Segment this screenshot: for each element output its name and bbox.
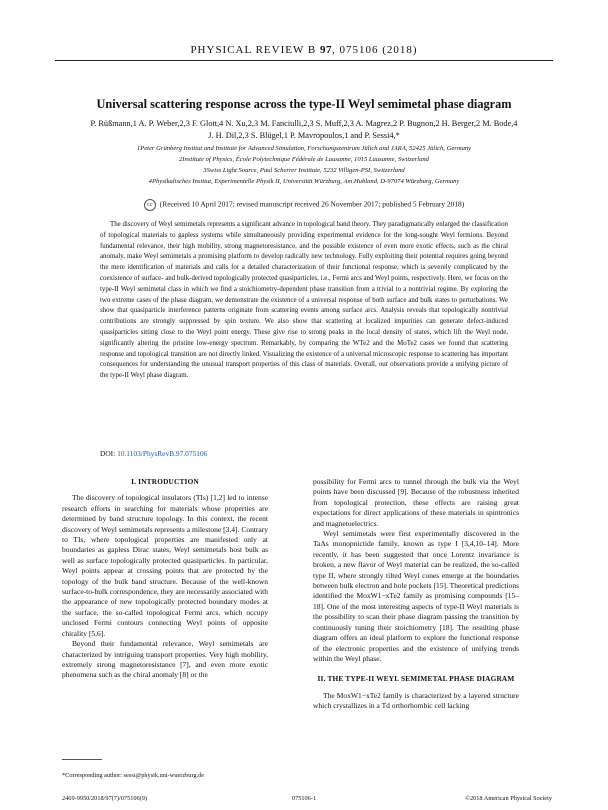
section-heading-introduction: I. INTRODUCTION [131,477,199,486]
authors-line-2: J. H. Dil,2,3 S. Blügel,1 P. Mavropoulos,1 and P. Sessi4,* [208,131,400,140]
footnote-rule [62,759,102,760]
received-text: (Received 10 April 2017; revised manuscript received 26 November 2017; published 5 February 2018) [159,199,465,209]
volume: 97 [319,44,332,56]
affiliation-3: 3Swiss Light Source, Paul Scherrer Institute, 5232 Villigen-PSI, Switzerland [203,167,405,174]
intro-paragraph-1: The discovery of topological insulators (TIs) [1,2] led to intense research efforts in searching for materials whose properties are determined by band structure topology. In this context, the recent discovery of Weyl semimetals represents a milestone [3,4]. Contrary to TIs, where topological properties are manifested only at boundaries as gapless Dirac states, Weyl semimetals host bulk as well as surface topologically protected quasiparticles. In particular, Weyl points appear at crossing points that are protected by the topology of the bulk band structure. Because of the well-known surface-to-bulk correspondence, they are necessarily associated with the appearance of new topologically protected boundary modes at the surface, the so-called topological Fermi arcs, which occupy unclosed Fermi contours connecting Weyl points of opposite chirality [5,6]. [62,493,268,638]
paper-title: Universal scattering response across the type-II Weyl semimetal phase diagram [96,97,512,111]
intro-paragraph-2: Beyond their fundamental relevance, Weyl semimetals are characterized by intriguing transport properties. Very high mobility, extremely strong magnetoresistance [7], and even more exotic phenomena such as the chiral anomaly [8] or the [62,639,268,680]
left-column [62,477,268,681]
affiliations [52,143,556,187]
affiliation-2: 2Institute of Physics, École Polytechnique Fédérale de Lausanne, 1015 Lausanne, Switzerland [179,156,429,163]
journal-name: PHYSICAL REVIEW B [190,44,317,56]
right-column [313,477,519,712]
running-header [0,44,608,56]
header-rule [55,60,553,61]
footer-page-number: 075106-1 [291,795,317,802]
doi-line [100,449,207,458]
creative-commons-icon: cc [144,199,156,211]
affiliation-1: 1Peter Grünberg Institut and Institute for Advanced Simulation, Forschungszentrum Jülich and JARA, 52425 Jülich, Germany [136,145,472,152]
citation: , 075106 (2018) [331,44,418,56]
received-dates [100,199,508,211]
corresponding-author-footnote: *Corresponding author: sessi@physik.uni-wuerzburg.de [62,772,205,779]
footer-copyright: ©2018 American Physical Society [465,795,552,802]
author-list [52,118,556,142]
affiliation-4: 4Physikalisches Institut, Experimentelle Physik II, Universität Würzburg, Am Hubland, D-97074 Würzburg, Germany [148,178,460,185]
intro-paragraph-3: possibility for Fermi arcs to tunnel through the bulk via the Weyl points have been discussed [9]. Because of the robustness inherited from topological protection, these effects are raising great expectations for direct applications of these materials in spintronics and magnetoelectrics. [313,477,519,528]
section-heading-phase-diagram: II. THE TYPE-II WEYL SEMIMETAL PHASE DIAGRAM [317,674,515,684]
footer-issn: 2469-9950/2018/97(7)/075106(9) [62,795,147,802]
doi-label: DOI: [100,449,116,458]
doi-link[interactable]: 10.1103/PhysRevB.97.075106 [117,449,208,458]
section2-paragraph-1: The MoxW1−xTe2 family is characterized by a layered structure which crystallizes in a Td orthorhombic cell lacking [313,690,519,711]
intro-paragraph-4: Weyl semimetals were first experimentally discovered in the TaAs monopnictide family, known as type I [3,4,10–14]. More recently, it has been suggested that once Lorentz invariance is broken, a new flavor of Weyl material can be realized, the so-called type II, where strongly tilted Weyl cones emerge at the boundaries between bulk electron and hole pockets [15]. Theoretical predictions identified the MoxW1−xTe2 family as promising compounds [15–18]. One of the most interesting aspects of type-II Weyl materials is the possibility to scan their phase diagram passing the transition by continuously tuning their stoichiometry [18]. The resulting phase diagram offers an ideal platform to explore the functional response of the electronic properties and the existence of unifying trends within the Weyl phase. [313,529,519,663]
abstract: The discovery of Weyl semimetals represents a significant advance in topological band theory. They paradigmatically enlarged the classification of topological materials to gapless systems while simultaneously providing experimental evidence for the long-sought Weyl fermions. Beyond fundamental relevance, their high mobility, strong magnetoresistance, and the possible existence of even more exotic effects, such as the chiral anomaly, make Weyl semimetals a promising platform to develop radically new technology. Fully exploiting their potential requires going beyond the mere identification of materials and calls for a detailed characterization of their functional response, which is severely complicated by the coexistence of surface- and bulk-derived topologically protected quasiparticles, i.e., Fermi arcs and Weyl points, respectively. Here, we focus on the type-II Weyl semimetal class in which we find a stoichiometry-dependent phase transition from a trivial to a nontrivial regime. By exploring the two extreme cases of the phase diagram, we demonstrate the existence of a universal response of both surface and bulk states to perturbations. We show that quasiparticle interference patterns originate from scattering events among surface arcs. Analysis reveals that topologically nontrivial contributions are strongly suppressed by spin texture. We also show that scattering at localized impurities can generate defect-induced quasiparticles sitting close to the Weyl point energy. These give rise to strong peaks in the local density of states, which lift the Weyl node, significantly altering the pristine low-energy spectrum. Remarkably, by comparing the WTe2 and the MoTe2 cases we found that scattering response and topological transition are not directly linked. Visualizing the existence of a universal microscopic response to scattering has important consequences for understanding the unusual transport properties of this class of materials. Overall, our observations provide a unifying picture of the type-II Weyl phase diagram. [100,221,508,380]
authors-line-1: P. Rüßmann,1 A. P. Weber,2,3 F. Glott,4 N. Xu,2,3 M. Fanciulli,2,3 S. Muff,2,3 A. Magrez,2 P. Bugnon,2 H. Berger,2 M. Bode,4 [90,119,518,128]
